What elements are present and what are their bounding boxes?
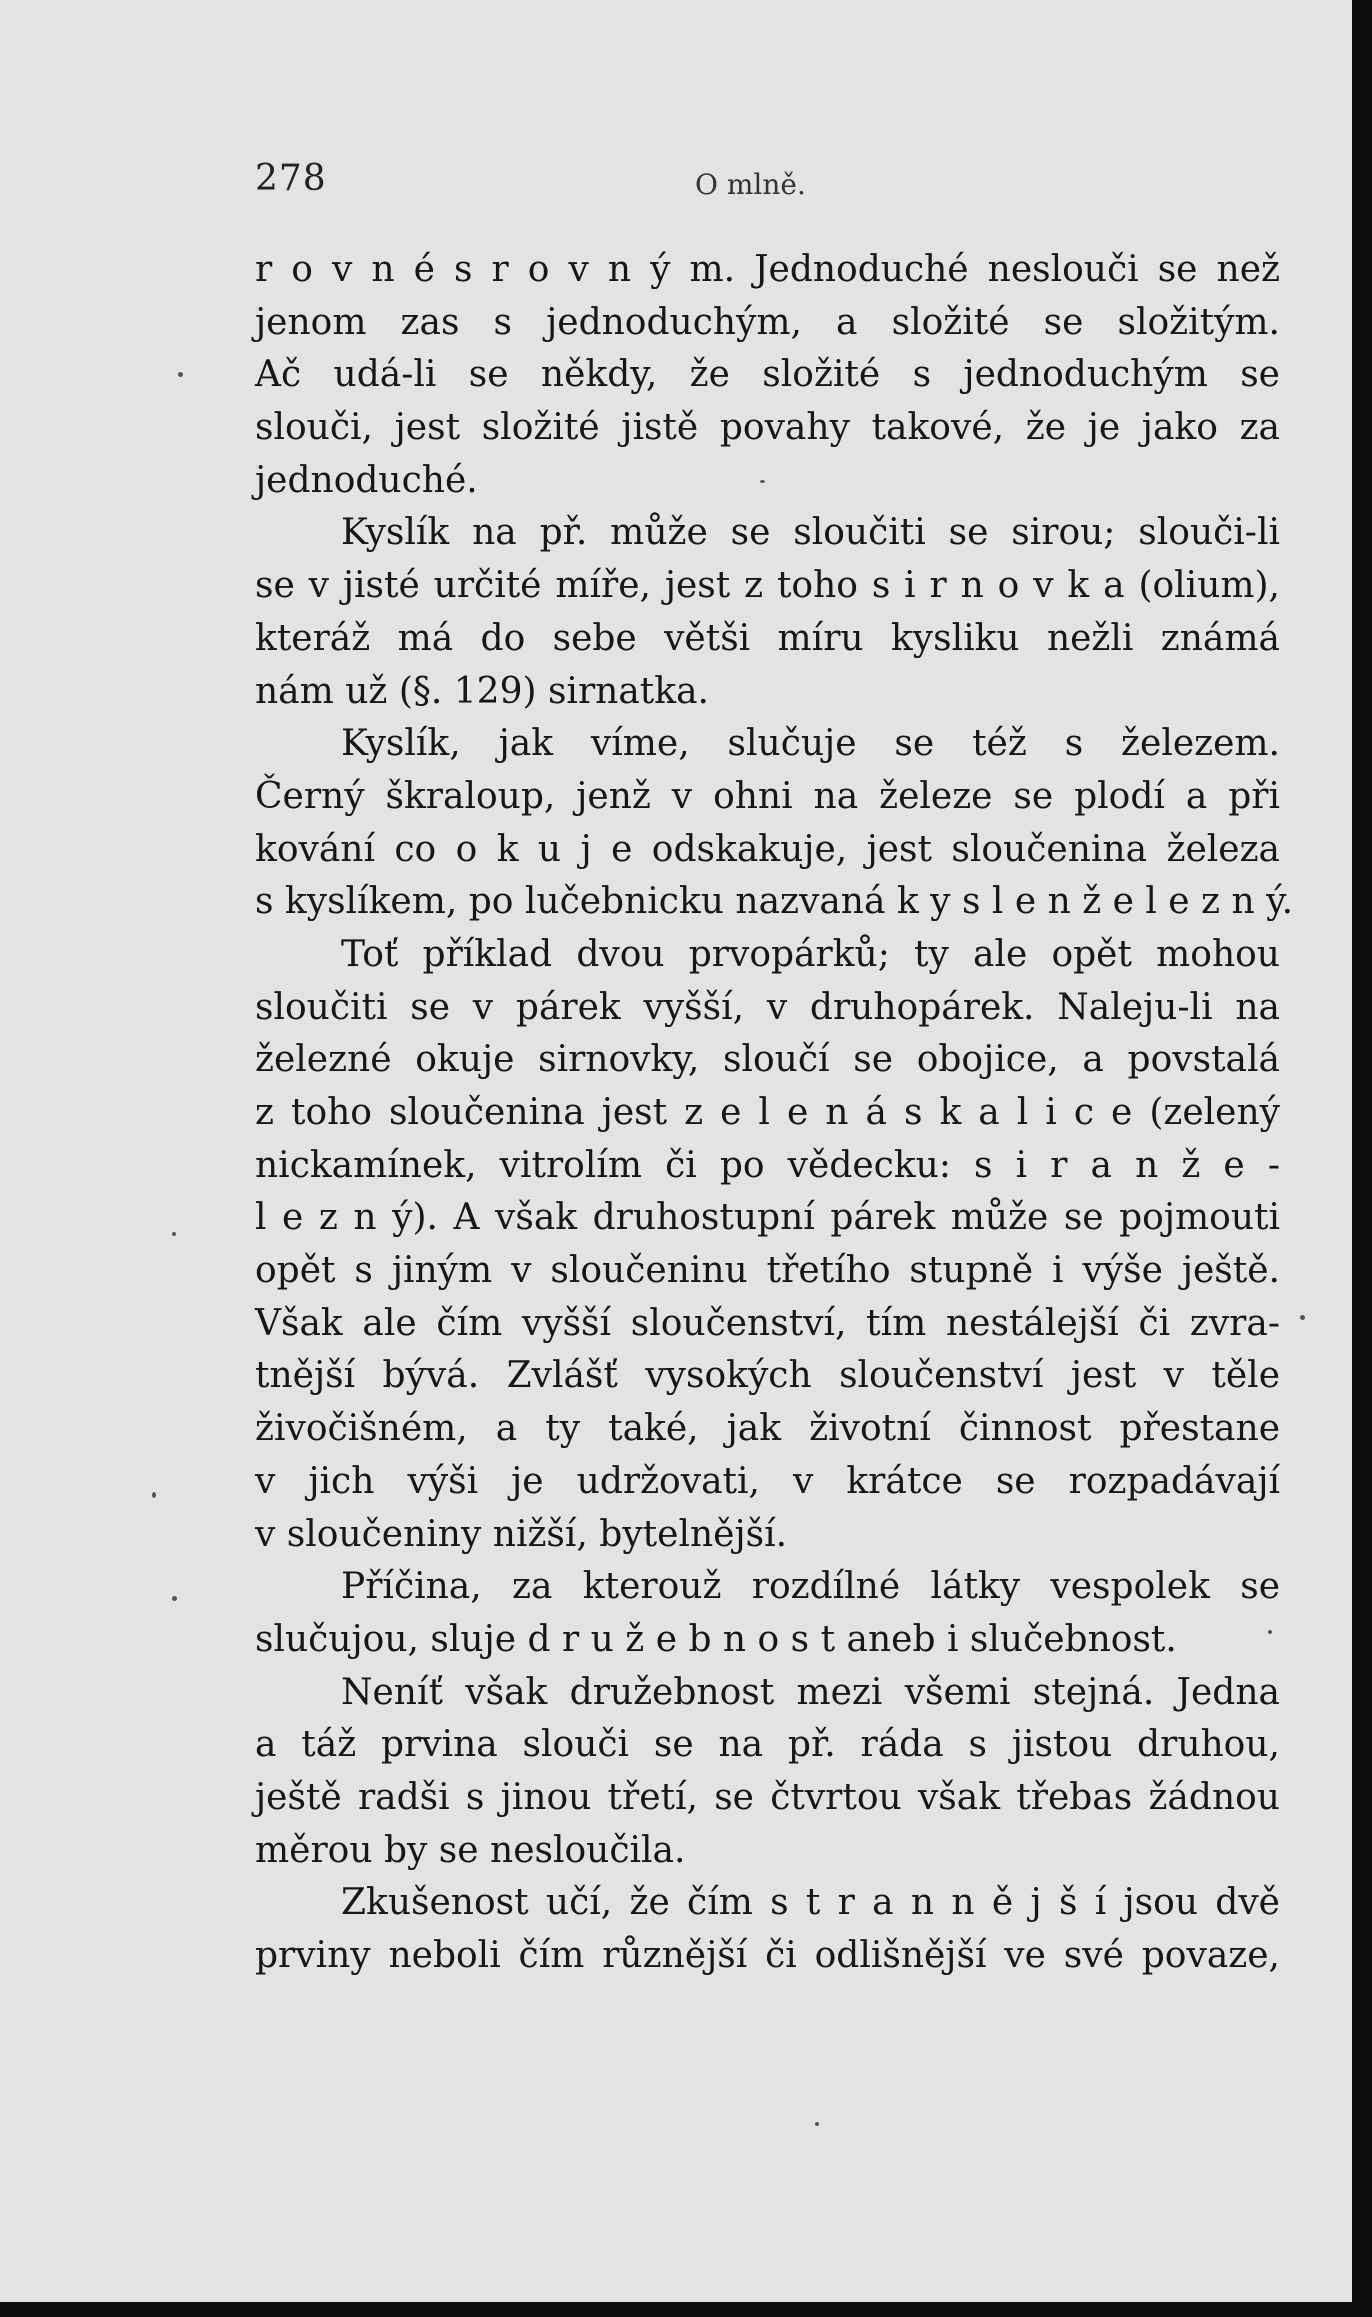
scan-border-bottom <box>0 2302 1372 2317</box>
text-line: železné okuje sirnovky, sloučí se obojice, a povstalá <box>255 1039 1280 1081</box>
text-line: tnější bývá. Zvlášť vysokých sloučenství jest v těle <box>255 1355 1280 1397</box>
scan-speck <box>172 1596 177 1601</box>
text-line: Příčina, za kterouž rozdílné látky vespolek se <box>341 1566 1280 1608</box>
text-line: měrou by se nesloučila. <box>255 1829 686 1871</box>
text-line: ještě radši s jinou třetí, se čtvrtou však třebas žádnou <box>255 1776 1280 1818</box>
text-line: z toho sloučenina jest z e l e n á s k a l i c e (zelený <box>255 1092 1280 1133</box>
scan-speck <box>178 372 183 377</box>
page-header <box>255 158 1275 208</box>
text-line: l e z n ý). A však druhostupní párek může se pojmouti <box>255 1197 1280 1239</box>
scan-speck <box>172 1232 176 1236</box>
text-line: s kyslíkem, po lučebnicku nazvaná k y s l e n ž e l e z n ý. <box>255 881 1294 923</box>
scan-speck <box>1268 1630 1272 1634</box>
text-line: nám už (§. 129) sirnatka. <box>255 670 709 712</box>
text-line: sloučiti se v párek vyšší, v druhopárek. Naleju-li na <box>255 986 1280 1028</box>
text-line: prviny neboli čím různější či odlišnější ve své povaze, <box>255 1935 1280 1976</box>
text-line: Toť příklad dvou prvopárků; ty ale opět mohou <box>341 933 1280 975</box>
text-line: jenom zas s jednoduchým, a složité se složitým. <box>255 301 1280 343</box>
text-line: Kyslík, jak víme, slučuje se též s železem. <box>341 723 1280 765</box>
text-line: v jich výši je udržovati, v krátce se rozpadávají <box>255 1460 1280 1502</box>
text-line: nickamínek, vitrolím či po vědecku: s i r a n ž e - <box>255 1144 1280 1186</box>
text-line: Však ale čím vyšší sloučenství, tím nestálejší či zvra- <box>255 1302 1280 1344</box>
scan-speck <box>1300 1315 1305 1320</box>
text-line: kteráž má do sebe větši míru kysliku nežli známá <box>255 617 1280 659</box>
text-line: kování co o k u j e odskakuje, jest sloučenina železa <box>255 828 1280 870</box>
text-line: opět s jiným v sloučeninu třetího stupně i výše ještě. <box>255 1250 1280 1292</box>
text-line: Ač udá-li se někdy, že složité s jednoduchým se <box>255 354 1280 396</box>
text-line: slouči, jest složité jistě povahy takové, že je jako za <box>255 407 1280 449</box>
scan-speck <box>152 1492 156 1498</box>
text-line: Černý škraloup, jenž v ohni na železe se plodí a při <box>255 775 1280 817</box>
scan-speck <box>815 2122 819 2126</box>
text-line: Kyslík na př. může se sloučiti se sirou; slouči-li <box>341 512 1280 554</box>
text-line: Zkušenost učí, že čím s t r a n n ě j š í jsou dvě <box>341 1882 1280 1924</box>
text-line: Neníť však družebnost mezi všemi stejná. Jedna <box>341 1671 1280 1713</box>
text-line: se v jisté určité míře, jest z toho s i r n o v k a (olium), <box>255 565 1280 607</box>
text-line: živočišném, a ty také, jak životní činnost přestane <box>255 1408 1280 1450</box>
text-line: slučujou, sluje d r u ž e b n o s t aneb i slučebnost. <box>255 1618 1177 1660</box>
text-line: r o v n é s r o v n ý m. Jednoduché neslouči se než <box>255 249 1280 290</box>
text-line: v sloučeniny nižší, bytelnější. <box>255 1513 788 1555</box>
page-number: 278 <box>255 158 327 199</box>
text-line: jednoduché. <box>255 459 478 501</box>
scan-border-right <box>1352 0 1372 2317</box>
text-line: a táž prvina slouči se na př. ráda s jistou druhou, <box>255 1724 1280 1766</box>
body-text <box>255 244 1294 1983</box>
scan-speck <box>760 480 765 483</box>
running-head: O mlně. <box>695 168 806 201</box>
